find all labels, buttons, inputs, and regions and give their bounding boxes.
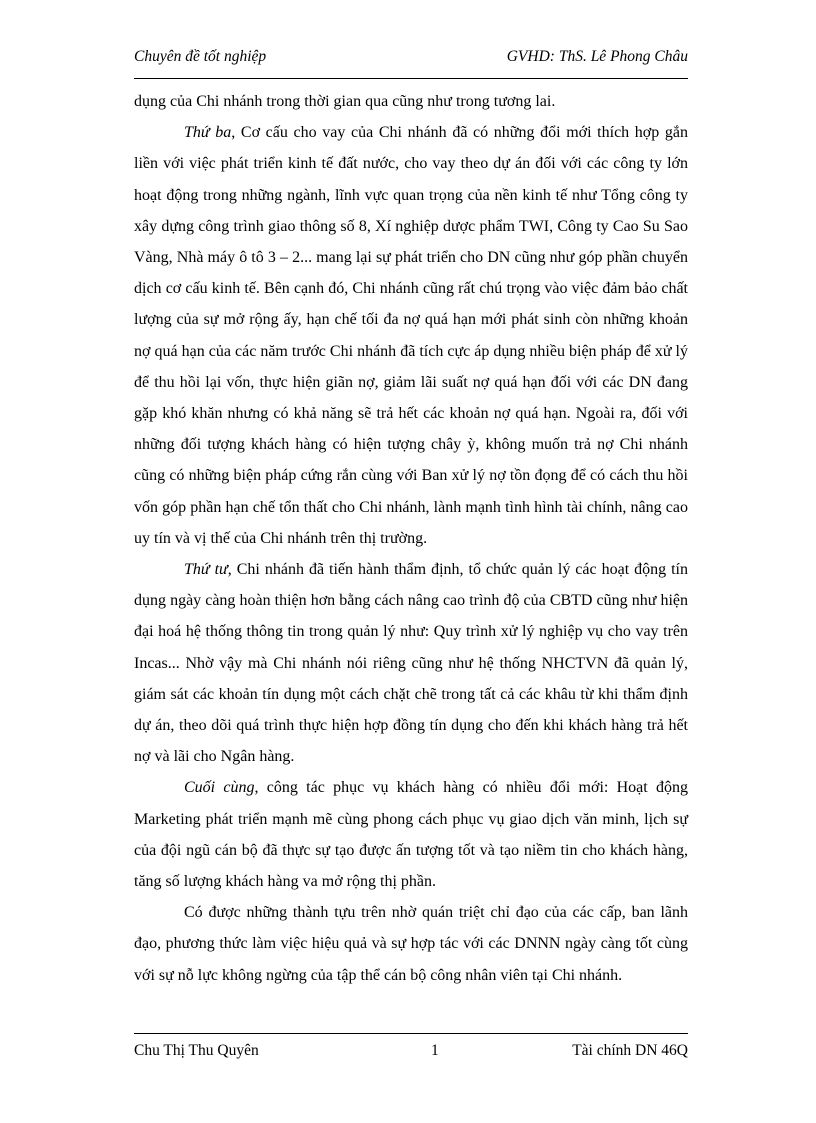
header-title: Chuyên đề tốt nghiệp (134, 48, 267, 65)
footer-author: Chu Thị Thu Quyên (134, 1042, 259, 1059)
page-header (134, 46, 688, 79)
paragraph-lead: Cuối cùng (184, 779, 255, 797)
header-advisor: GVHD: ThS. Lê Phong Châu (506, 48, 688, 65)
paragraph-cuoi-cung (134, 772, 688, 897)
paragraph-conclusion: Có được những thành tựu trên nhờ quán triệt chỉ đạo của các cấp, ban lãnh đạo, phương thức làm việc hiệu quả và sự hợp tác với các DNNN ngày càng tốt cùng với sự nỗ lực không ngừng của tập thể cán bộ công nhân viên tại Chi nhánh. (134, 904, 688, 984)
paragraph-text: , Chi nhánh đã tiến hành thẩm định, tổ chức quản lý các hoạt động tín dụng ngày càng hoàn thiện hơn bằng cách nâng cao trình độ của CBTD cũng như hiện đại hoá hệ thống thông tin trong quản lý như: Quy trình xử lý nghiệp vụ cho vay trên Incas... Nhờ vậy mà Chi nhánh nói riêng cũng như hệ thống NHCTVN đã quản lý, giám sát các khoản tín dụng một cách chặt chẽ trong tất cả các khâu từ khi thẩm định dự án, theo dõi quá trình thực hiện hợp đồng tín dụng cho đến khi khách hàng trả hết nợ và lãi cho Ngân hàng. (134, 561, 688, 766)
footer-class: Tài chính DN 46Q (572, 1042, 688, 1059)
paragraph-thu-tu (134, 554, 688, 772)
paragraph-lead: Thứ tư (184, 561, 228, 579)
page-footer (134, 1033, 688, 1064)
document-body (134, 86, 688, 991)
paragraph-text: , Cơ cấu cho vay của Chi nhánh đã có những đổi mới thích hợp gắn liền với việc phát triển kinh tế đất nước, cho vay theo dự án đối với các công ty lớn hoạt động trong những ngành, lĩnh vực quan trọng của nền kinh tế như Tổng công ty xây dựng công trình giao thông số 8, Xí nghiệp dược phẩm TWI, Công ty Cao Su Sao Vàng, Nhà máy ô tô 3 – 2... mang lại sự phát triển cho DN cũng như góp phần chuyển dịch cơ cấu kinh tế. Bên cạnh đó, Chi nhánh cũng rất chú trọng vào việc đảm bảo chất lượng của sự mở rộng ấy, hạn chế tối đa nợ quá hạn mới phát sinh còn những khoản nợ quá hạn của các năm trước Chi nhánh đã tích cực áp dụng nhiều biện pháp để xử lý để thu hồi lại vốn, thực hiện giãn nợ, giảm lãi suất nợ quá hạn đối với các DN đang gặp khó khăn nhưng có khả năng sẽ trả hết các khoản nợ quá hạn. Ngoài ra, đối với những đối tượng khách hàng có hiện tượng chây ỳ, không muốn trả nợ Chi nhánh cũng có những biện pháp cứng rắn cùng với Ban xử lý nợ tồn đọng để có cách thu hồi vốn góp phần hạn chế tổn thất cho Chi nhánh, lành mạnh tình hình tài chính, nâng cao uy tín và vị thế của Chi nhánh trên thị trường. (134, 124, 689, 547)
paragraph-thu-ba (134, 117, 688, 554)
paragraph-text: , công tác phục vụ khách hàng có nhiều đổi mới: Hoạt động Marketing phát triển mạnh mẽ cùng phong cách phục vụ giao dịch văn minh, lịch sự của đội ngũ cán bộ đã thực sự tạo được ấn tượng tốt và tạo niềm tin cho khách hàng, tăng số lượng khách hàng va mở rộng thị phần. (134, 779, 688, 891)
page-number: 1 (431, 1042, 439, 1059)
paragraph-lead: Thứ ba (184, 124, 232, 142)
paragraph-continuation: dụng của Chi nhánh trong thời gian qua cũng như trong tương lai. (134, 93, 556, 110)
